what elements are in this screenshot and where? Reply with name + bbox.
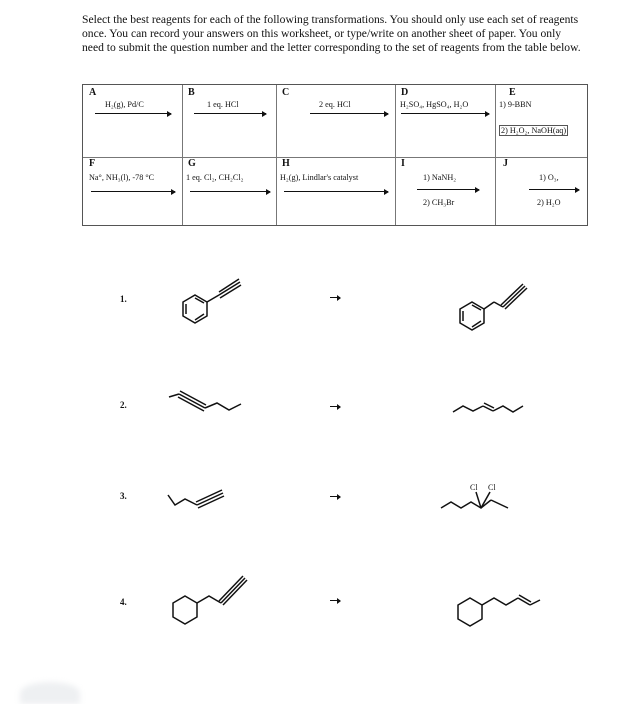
reaction-arrow [529,189,579,190]
reagent-letter: H [282,158,290,169]
reagent-letter: J [503,158,508,169]
reagent-cell-g [182,157,276,225]
reaction-arrow [91,191,175,192]
reaction-arrow [284,191,388,192]
scroll-indicator [20,682,80,704]
problem-2-reactant [165,390,255,420]
problem-number-3: 3. [120,491,127,501]
reaction-arrow [417,189,479,190]
reagent-text: H₂SO₄, HgSO₄, H₂O [400,100,469,109]
problem-3-arrow [330,496,340,497]
reagent-letter: B [188,87,195,98]
reaction-arrow [95,113,171,114]
problem-number-4: 4. [120,597,127,607]
reagent-cell-i [395,157,495,225]
reagent-letter: G [188,158,196,169]
reagent-cell-b [182,85,276,157]
reagent-cell-f [83,157,182,225]
problem-4-reactant [165,568,255,628]
reaction-arrow [401,113,489,114]
reaction-arrow [194,113,266,114]
instructions-text: Select the best reagents for each of the following transformations. You should only use each set of reagents once. You can record your answers on this worksheet, or type/write on another sheet of paper. You only need to submit the question number and the letter corresponding to the set of reagents from the table below. [82,13,581,55]
reagent-cell-a [83,85,182,157]
reagent-cell-e [495,85,587,157]
reagent-letter: A [89,87,97,98]
reagent-text-top: 1) 9-BBN [499,100,532,109]
reaction-arrow [190,191,270,192]
reagent-text-bottom: 2) H₂O [537,198,561,207]
problem-number-1: 1. [120,294,127,304]
reagent-text-bottom: 2) H₂O₂, NaOH(aq) [501,126,567,135]
reagent-letter: C [282,87,290,98]
problem-1-product [450,272,530,334]
reagent-text: H₂(g), Pd/C [105,100,144,109]
reagent-text-top: 1) O₃, [539,173,559,182]
reagent-letter: I [401,158,405,169]
reagent-text: H₂(g), Lindlar's catalyst [280,173,359,182]
reagent-cell-c [276,85,395,157]
reagent-text-top: 1) NaNH₂ [423,173,457,182]
problem-number-2: 2. [120,400,127,410]
reagent-table [82,84,588,226]
reagent-cell-d [395,85,495,157]
problem-4-product [450,578,550,628]
reagent-letter: D [401,87,409,98]
reagent-cell-j [495,157,587,225]
chlorine-label: Cl [488,483,496,492]
problem-3-product [438,480,528,520]
problem-2-arrow [330,406,340,407]
problem-1-reactant [170,270,250,330]
reaction-arrow [310,113,388,114]
problem-4-arrow [330,600,340,601]
reagent-letter: F [89,158,96,169]
chlorine-label: Cl [470,483,478,492]
reagent-text: 1 eq. HCl [207,100,239,109]
problem-3-reactant [165,485,245,511]
reagent-letter: E [509,87,516,98]
reagent-text: Na°, NH₃(l), -78 °C [89,173,155,182]
reagent-cell-h [276,157,395,225]
reagent-text: 1 eq. Cl₂, CH₂Cl₂ [186,173,244,182]
problem-2-product [450,398,530,420]
reagent-text-bottom: 2) CH₃Br [423,198,455,207]
problem-1-arrow [330,297,340,298]
reagent-text: 2 eq. HCl [319,100,351,109]
